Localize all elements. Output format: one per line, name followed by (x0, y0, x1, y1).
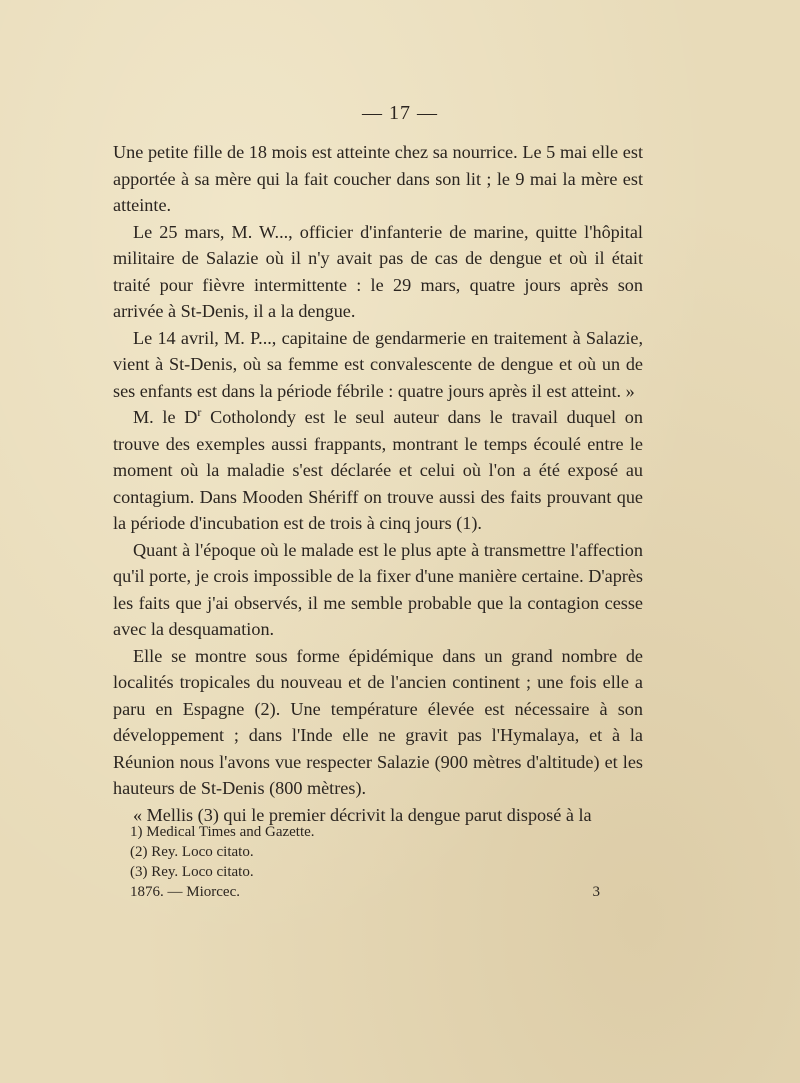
page-number: — 17 — (362, 102, 438, 124)
footnote-2: (2) Rey. Loco citato. (130, 844, 254, 860)
footnotes (130, 822, 610, 902)
paragraph-1: Une petite fille de 18 mois est atteinte chez sa nourrice. Le 5 mai elle est apportée à sa mère qui la fait coucher dans son lit ; le 9 mai la mère est atteinte. (113, 142, 643, 215)
paragraph-4-start: M. le D (133, 407, 198, 427)
paragraph-4 (113, 404, 643, 537)
paragraph-5: Quant à l'époque où le malade est le plus apte à transmettre l'affection qu'il porte, je crois impossible de la fixer d'une manière certaine. D'après les faits que j'ai observés, il me semble probable que la contagion cesse avec la desquamation. (113, 539, 643, 639)
signature-mark: 1876. — Miorcec. (130, 884, 240, 900)
signature-line (130, 882, 600, 902)
paragraph-7: « Mellis (3) qui le premier décrivit la dengue parut disposé à la (133, 804, 592, 825)
paragraph-6: Elle se montre sous forme épidémique dans un grand nombre de localités tropicales du nouveau et de l'ancien continent ; une fois elle a paru en Espagne (2). Une température élevée est nécessaire à son développement ; dans l'Inde elle ne gravit pas l'Hymalaya, et à la Réunion nous l'avons vue respecter Salazie (900 mètres d'altitude) et les hauteurs de St-Denis (800 mètres). (113, 645, 643, 798)
paragraph-3: Le 14 avril, M. P..., capitaine de gendarmerie en traitement à Salazie, vient à St-Denis, où sa femme est convalescente de dengue et où un de ses enfants est dans la période fébrile : quatre jours après il est atteint. » (113, 327, 643, 401)
body-text (113, 139, 643, 828)
doctor-abbrev-sup: r (197, 404, 202, 419)
paragraph-2: Le 25 mars, M. W..., officier d'infanterie de marine, quitte l'hôpital militaire de Salazie où il n'y avait pas de cas de dengue et où il était traité pour fièvre intermittente : le 29 mars, quatre jours après son arrivée à St-Denis, il a la dengue. (113, 221, 643, 321)
paragraph-4-rest: Cotholondy est le seul auteur dans le travail duquel on trouve des exemples aussi frappants, montrant le temps écoulé entre le moment où la maladie s'est déclarée et celui où l'on a été exposé au contagium. Dans Mooden Shériff on trouve aussi des faits prouvant que la période d'incubation est de trois à cinq jours (1). (113, 407, 643, 533)
footnote-1: 1) Medical Times and Gazette. (130, 824, 315, 840)
signature-number: 3 (592, 884, 600, 900)
footnote-3: (3) Rey. Loco citato. (130, 864, 254, 880)
